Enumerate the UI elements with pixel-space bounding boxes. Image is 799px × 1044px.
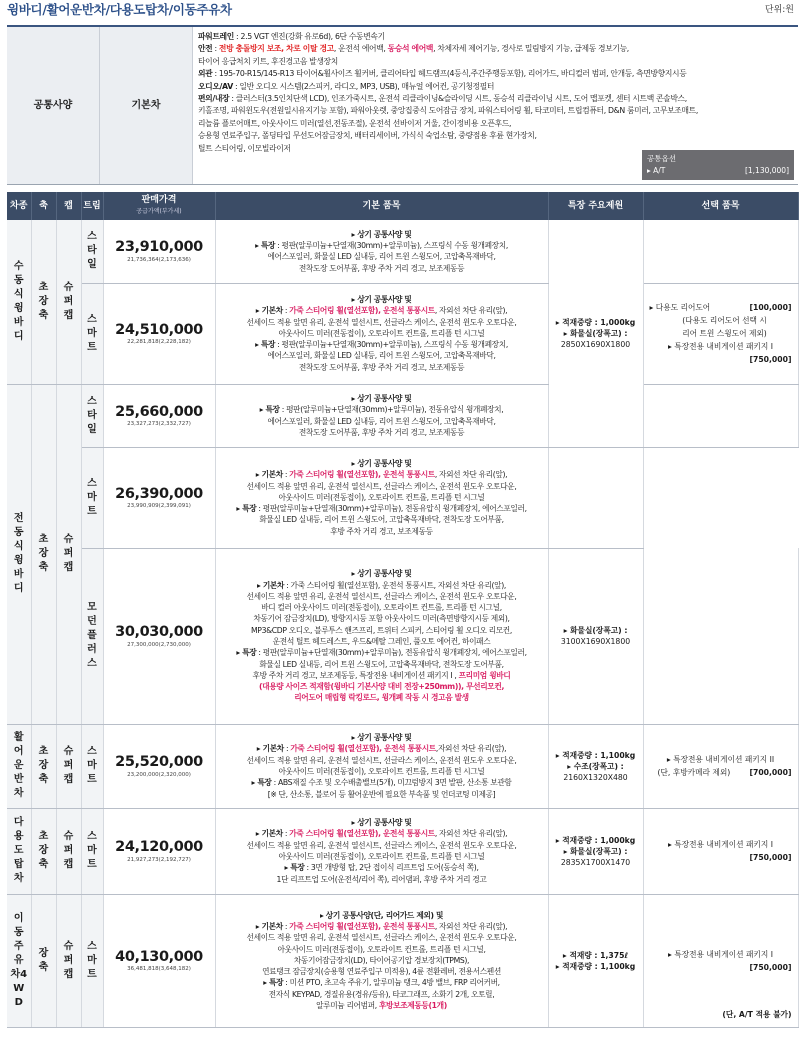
common-spec-lines — [198, 31, 793, 155]
spec-line: ▸ 수조(장폭고) : — [567, 761, 624, 771]
text-segment: ▸ 상기 공통사양 및 — [351, 393, 412, 403]
axle: 초장축 — [31, 384, 56, 724]
price-supply: 22,281,818(2,228,182) — [127, 339, 191, 346]
text-segment: ▸ 기본차 — [256, 744, 284, 754]
spec-text-line — [221, 989, 543, 1000]
text-segment: 아웃사이드 미러(전동접이), 오토라이트 컨트롤, 트리플 턴 시그널 — [278, 852, 485, 861]
spec-text-line — [221, 692, 543, 703]
features — [215, 724, 548, 808]
text-segment: ▸ 상기 공통사양(단, 리어가드 제외) 및 — [319, 910, 444, 920]
features — [215, 447, 548, 548]
text-segment: [※ 단, 산소통, 블로어 등 활어운반에 필요한 부속품 및 언더코팅 미제공] — [267, 789, 496, 799]
text-segment: 가죽 스티어링 휠(열선포함), 운전석 통풍시트 — [289, 306, 435, 316]
option-note: (단, 후방카메라 제외) — [657, 768, 731, 777]
spec-text-line — [221, 613, 543, 624]
text-segment: 전자식 KEYPAD, 경질유용(경유/등유), 타코그래프, 소화기 2개, 오토릴, — [268, 989, 495, 999]
text-segment: : 평판(알루미늄+단열재(30mm)+알루미늄), 전동유압식 윙개폐장치, 에어스포일러, — [256, 648, 527, 658]
spec-text-line — [221, 817, 543, 828]
price-cell — [103, 548, 215, 724]
common-option-box — [642, 150, 794, 180]
table-row — [7, 220, 798, 283]
options-cell — [643, 384, 798, 447]
spec-line: ▸ 적재중량 : 1,100kg — [555, 750, 636, 760]
trim: 스마트 — [81, 808, 103, 894]
text-segment: : — [212, 44, 219, 54]
spec-text-line — [221, 743, 543, 754]
text-segment: , 차체자세 제어기능, 경사로 밀림방지 기능, 급제동 경보기능, — [433, 44, 629, 54]
price-supply: 21,927,273(2,192,727) — [127, 856, 191, 863]
text-segment: 틸트 스티어링, 이모빌라이저 — [198, 143, 291, 153]
option-note: (단, A/T 적용 불가) — [722, 1009, 792, 1019]
trim: 모던플러스 — [81, 548, 103, 724]
spec-text-line — [221, 955, 543, 966]
cab: 슈퍼캡 — [56, 724, 81, 808]
text-segment: ▸ 특장 — [255, 240, 276, 250]
price: 24,510,000 — [115, 321, 203, 338]
spec-text-line — [221, 328, 543, 339]
text-segment: 후방 주차 거리 경고, 보조제동등, 특장전용 내비게이션 패키지 I , — [252, 670, 459, 680]
text-segment: ▸ 기본차 — [255, 306, 283, 316]
spec-cell — [548, 220, 643, 447]
text-segment: : 평판(알루미늄+단열재(30mm)+알루미늄), 전동유압식 윙개폐장치, — [279, 405, 504, 415]
text-segment: ▸ 상기 공통사양 및 — [351, 458, 412, 468]
unit-label: 단위:원 — [764, 5, 794, 15]
spec-text-line — [221, 647, 543, 658]
text-segment: 안전 — [198, 44, 213, 54]
text-segment: 오디오/AV — [198, 81, 233, 91]
text-segment: ▸ 특장 — [236, 648, 257, 658]
table-row — [7, 894, 798, 1027]
header-axle: 축 — [31, 192, 56, 220]
text-segment: ▸ 특장 — [263, 978, 284, 988]
spec-line: 2160X1320X480 — [563, 772, 628, 782]
spec-line: ▸ 적재량 : 1,375ℓ — [562, 950, 629, 960]
text-segment: 선세이드 적용 앞면 유리, 운전석 열선시트, 선글라스 케이스, 운전석 윈도우 오토다운, — [246, 591, 517, 601]
spec-text-line — [221, 305, 543, 316]
text-segment: , 자외선 차단 유리(앞), — [434, 921, 508, 931]
spec-text-line — [221, 362, 543, 373]
spec-text-line — [221, 921, 543, 932]
spec-text-line — [221, 659, 543, 670]
text-segment: 가죽 스티어링 휠(열선포함), 운전석 통풍시트 — [289, 470, 435, 480]
table-row — [7, 384, 798, 447]
spec-cell — [548, 724, 643, 808]
price-cell — [103, 808, 215, 894]
text-segment: 바디 컬러 아웃사이드 미러(전동접이), 오토라이트 컨트롤, 트리플 턴 시그널, — [261, 603, 502, 613]
spec-text-line — [221, 602, 543, 613]
spec-text-line — [221, 755, 543, 766]
spec-text-line — [221, 404, 543, 415]
spec-text-line — [221, 503, 543, 514]
text-segment: , 자외선 차단 유리(앞), — [434, 470, 508, 480]
text-segment: : 일반 오디오 시스템(2스피커, 라디오, MP3, USB), 매뉴얼 에어컨, 공기청정필터 — [232, 81, 495, 91]
text-segment: 타이어 응급처치 키트, 후진경고음 발생장치 — [198, 56, 338, 66]
text-segment: : — [282, 306, 290, 316]
header-price-label: 판매가격 — [141, 195, 177, 205]
option-item: ▸ 특장전용 내비게이션 패키지 II — [666, 755, 775, 764]
text-segment: ▸ 상기 공통사양 및 — [351, 818, 412, 828]
features — [215, 548, 548, 724]
text-segment: : 평판(알루미늄+단열재(30mm)+알루미늄), 전동유압식 윙개폐장치, 에어스포일러, — [256, 504, 527, 514]
spec-text-line — [221, 681, 543, 692]
spec-text-line — [221, 636, 543, 647]
options-cell — [643, 724, 798, 808]
text-segment: (대용량 사이즈 적재함(윙바디 기본사양 대비 전장+250mm)), 무선리모컨, — [258, 682, 505, 692]
text-segment: ▸ 기본차 — [256, 580, 285, 590]
spec-text-line — [221, 514, 543, 525]
table-row — [7, 808, 798, 894]
option-price: [750,000] — [749, 962, 792, 972]
common-option-price: [1,130,000] — [744, 166, 789, 175]
common-spec-section — [7, 25, 798, 185]
text-segment: 아웃사이드 미러(전동접이), 오토라이트 컨트롤, 트리플 턴 시그널 — [278, 328, 485, 338]
price: 40,130,000 — [115, 948, 203, 965]
spec-line: ▸ 화물실(장폭고) : — [563, 328, 628, 338]
text-segment: 전착도장 도어부품, 후방 주차 거리 경고, 보조제동등 — [298, 263, 465, 273]
option-price: [750,000] — [749, 355, 792, 364]
text-segment: : 평판(알루미늄+단열재(30mm)+알루미늄), 스프링식 수동 윙개폐장치, — [275, 240, 508, 250]
header-features: 기본 품목 — [215, 192, 548, 220]
spec-text-line — [221, 492, 543, 503]
spec-cell — [548, 548, 643, 724]
header-specs: 특장 주요제원 — [548, 192, 643, 220]
text-segment: ▸ 특장 — [255, 340, 276, 350]
text-segment: 후방보조제동등(1개) — [378, 1001, 447, 1011]
text-segment: : — [282, 829, 290, 839]
text-segment: 선세이드 적용 앞면 유리, 운전석 열선시트, 선글라스 케이스, 운전석 윈도우 오토다운, — [246, 933, 517, 943]
price-supply: 23,327,273(2,332,727) — [127, 421, 191, 428]
header-price — [103, 192, 215, 220]
text-segment: 전착도장 도어부품, 후방 주차 거리 경고, 보조제동등 — [298, 362, 465, 372]
features — [215, 220, 548, 283]
text-segment: 운전석 틸트 헤드레스트, 우드&메탈 그레인, 풀오토 에어컨, 하이패스 — [272, 637, 491, 646]
spec-line: 2850X1690X1800 — [560, 339, 631, 349]
common-spec-list — [193, 27, 798, 184]
spec-text-line — [198, 105, 793, 117]
spec-text-line — [221, 229, 543, 240]
text-segment: : 195-70-R15/145-R13 타이어&휠사이즈 휠커버, 클리어타입 헤드램프(4등식,주간주행등포함), 리어가드, 바디컬러 범퍼, 안개등, 측면방향지시등 — [212, 69, 687, 79]
option-note: (다용도 리어도어 선택 시 — [682, 316, 767, 325]
text-segment: 1단 리프트업 도어(운전석/리어 쪽), 리어댐퍼, 후방 주차 거리 경고 — [276, 874, 487, 884]
options-cell — [643, 220, 798, 283]
price: 23,910,000 — [115, 239, 203, 256]
spec-text-line — [221, 240, 543, 251]
table-row — [7, 283, 798, 384]
cab: 슈퍼캡 — [56, 894, 81, 1027]
spec-text-line — [198, 118, 793, 130]
spec-text-line — [221, 458, 543, 469]
price-cell — [103, 283, 215, 384]
text-segment: 전착도장 도어부품, 후방 주차 거리 경고, 보조제동등 — [298, 427, 465, 437]
text-segment: 선세이드 적용 앞면 유리, 운전석 열선시트, 선글라스 케이스, 운전석 윈도우 오토다운, — [246, 755, 517, 765]
axle: 초장축 — [31, 220, 56, 384]
text-segment: ▸ 상기 공통사양 및 — [351, 569, 412, 579]
header-options: 선택 품목 — [643, 192, 798, 220]
price: 25,660,000 — [115, 403, 203, 420]
text-segment: : — [282, 470, 290, 480]
text-segment: 알루미늄 리어범퍼, — [316, 1001, 379, 1011]
spec-text-line — [221, 1000, 543, 1011]
options-cell — [643, 894, 798, 1027]
cab: 슈퍼캡 — [56, 384, 81, 724]
header-price-sub: 공급가액(부가세) — [136, 208, 182, 215]
options-cell — [643, 283, 798, 384]
text-segment: 전방 충돌방지 보조, 차로 이탈 경고 — [218, 44, 334, 54]
spec-text-line — [221, 580, 543, 591]
spec-text-line — [198, 68, 793, 80]
spec-text-line — [221, 625, 543, 636]
text-segment: ▸ 기본차 — [255, 829, 283, 839]
text-segment: 차동기어 잠금장치(LD), 방향지시등 포함 아웃사이드 미러(측면방향지시등 제외), — [253, 614, 510, 624]
text-segment: 연료탱크 잠금장치(승용형 연료주입구 미적용), 4륜 전환레버, 전용서스펜션 — [262, 967, 501, 977]
text-segment: : — [283, 744, 291, 754]
options-cell — [643, 548, 798, 724]
spec-text-line — [198, 31, 793, 43]
table-row — [7, 724, 798, 808]
price: 30,030,000 — [115, 624, 203, 640]
price-cell — [103, 724, 215, 808]
axle: 초장축 — [31, 808, 56, 894]
text-segment: 아웃사이드 미러(전동접이), 오토라이트 컨트롤, 트리플 턴 시그널 — [278, 492, 485, 502]
text-segment: ▸ 특장 — [284, 863, 305, 873]
text-segment: : ABS재질 수조 및 오수배출밸브(5개), 미끄럼방지 3면 발판, 산소통 보관함 — [271, 778, 512, 788]
trim: 스마트 — [81, 447, 103, 548]
spec-cell — [548, 894, 643, 1027]
spec-text-line — [198, 130, 793, 142]
spec-text-line — [221, 766, 543, 777]
spec-text-line — [221, 828, 543, 839]
text-segment: 화물실 LED 실내등, 리어 트윈 스윙도어, 고압축목재바닥, 전착도장 도어부품, — [259, 515, 504, 525]
spec-text-line — [221, 263, 543, 274]
spec-text-line — [221, 427, 543, 438]
spec-text-line — [198, 81, 793, 93]
text-segment: ▸ 상기 공통사양 및 — [351, 294, 412, 304]
text-segment: : 평판(알루미늄+단열재(30mm)+알루미늄), 스프링식 수동 윙개폐장치, — [275, 340, 508, 350]
spec-text-line — [221, 393, 543, 404]
option-note: 리어 트윈 스윙도어 제외) — [682, 329, 767, 338]
text-segment: ▸ 특장 — [259, 405, 280, 415]
vehicle-type: 전동식윙바디 — [7, 384, 31, 724]
text-segment: 가죽 스티어링 휠(열선포함), 운전석 통풍시트 — [289, 829, 435, 839]
axle: 초장축 — [31, 724, 56, 808]
text-segment: 차동기어잠금장치(LD), 타이어공기압 경보장치(TPMS), — [293, 955, 470, 965]
features — [215, 894, 548, 1027]
text-segment: : — [282, 921, 290, 931]
price-table — [7, 192, 799, 1028]
text-segment: 선세이드 적용 앞면 유리, 운전석 열선시트, 선글라스 케이스, 운전석 윈도우 오토다운, — [246, 840, 517, 850]
spec-text-line — [221, 294, 543, 305]
text-segment: : 2.5 VGT 엔진(강화 유로6d), 6단 수동변속기 — [233, 32, 385, 41]
text-segment: 동승석 에어백 — [387, 44, 434, 54]
text-segment: 아웃사이드 미러(전동접이), 오토라이트 컨트롤, 트리플 턴 시그널, — [277, 944, 486, 954]
text-segment: MP3&CDP 오디오, 블루투스 핸즈프리, 트위터 스피커, 스티어링 휠 오디오 리모컨, — [251, 625, 512, 635]
spec-text-line — [221, 526, 543, 537]
trim: 스타일 — [81, 220, 103, 283]
spec-text-line — [221, 732, 543, 743]
spec-text-line — [221, 251, 543, 262]
features — [215, 384, 548, 447]
spec-cell — [548, 808, 643, 894]
text-segment: : 3면 개방형 탑, 2단 접이식 리프트업 도어(동승석 쪽), — [304, 863, 479, 873]
text-segment: ▸ 상기 공통사양 및 — [351, 733, 412, 743]
vehicle-type: 다용도탑차 — [7, 808, 31, 894]
text-segment: 아웃사이드 미러(전동접이), 오토라이트 컨트롤, 트리플 턴 시그널 — [278, 767, 485, 776]
price-supply: 23,990,909(2,399,091) — [127, 503, 191, 510]
table-header — [7, 192, 798, 220]
cab: 슈퍼캡 — [56, 220, 81, 384]
text-segment: 승용형 연료주입구, 폴딩타입 무선도어잠금장치, 배터리세이버, 가식식 숙업소탐, 중량점용 후륜 현가장치, — [198, 131, 537, 141]
spec-line: ▸ 적재중량 : 1,000kg — [555, 317, 636, 327]
base-vehicle-label: 기본차 — [100, 27, 193, 184]
text-segment: 선세이드 적용 앞면 유리, 운전석 열선시트, 선글라스 케이스, 운전석 윈도우 오토다운, — [246, 317, 517, 327]
common-spec-label: 공통사양 — [7, 27, 100, 184]
spec-text-line — [221, 944, 543, 955]
price: 24,120,000 — [115, 839, 203, 855]
spec-line: ▸ 적재중량 : 1,100kg — [555, 961, 636, 971]
spec-text-line — [221, 862, 543, 873]
text-segment: 가죽 스티어링 휠(열선포함), 운전석 통풍시트 — [289, 921, 435, 931]
page-title: 윙바디/활어운반차/다용도탑차/이동주유차 — [7, 2, 232, 17]
price-cell — [103, 894, 215, 1027]
option-price: [750,000] — [749, 853, 792, 862]
spec-text-line — [198, 56, 793, 68]
trim: 스마트 — [81, 724, 103, 808]
text-segment: , 운전석 에어백, — [333, 44, 388, 54]
text-segment: 후방 주차 거리 경고, 보조제동등 — [330, 526, 433, 536]
text-segment: 외관 — [198, 69, 213, 79]
text-segment: 가죽 스티어링 휠(열선포함), 운전석 통풍시트 — [290, 744, 436, 754]
spec-line: 3100X1690X1800 — [560, 637, 631, 646]
text-segment: ▸ 특장 — [251, 778, 272, 788]
text-segment: 편의/내장 — [198, 94, 230, 104]
spec-text-line — [221, 317, 543, 328]
spec-text-line — [221, 966, 543, 977]
spec-text-line — [221, 416, 543, 427]
text-segment: ▸ 상기 공통사양 및 — [351, 229, 412, 239]
text-segment: 에어스포일러, 화물실 LED 실내등, 리어 트윈 스윙도어, 고압축목재바닥, — [267, 252, 496, 262]
text-segment: , 자외선 차단 유리(앞), — [434, 306, 508, 316]
text-segment: 화물실 LED 실내등, 리어 트윈 스윙도어, 고압축목재바닥, 전착도장 도어부품, — [259, 659, 504, 669]
spec-line: ▸ 적재중량 : 1,000kg — [555, 835, 636, 845]
spec-text-line — [221, 977, 543, 988]
price-supply: 21,736,364(2,173,636) — [127, 257, 191, 264]
spec-text-line — [221, 481, 543, 492]
text-segment: 리놀륨 플로어매트, 아웃사이드 미러(열선,전동조절), 운전석 선바이저 거울, 간이정비용 오픈후드, — [198, 118, 512, 128]
vehicle-type: 수동식윙바디 — [7, 220, 31, 384]
table-row — [7, 548, 798, 724]
text-segment: 에어스포일러, 화물실 LED 실내등, 리어 트윈 스윙도어, 고압축목재바닥, — [267, 416, 496, 426]
text-segment: ,자외선 차단 유리(앞), — [435, 744, 507, 754]
text-segment: : 가죽 스티어링 휠(열선포함), 운전석 통풍시트, 자외선 차단 유리(앞), — [284, 580, 507, 590]
spec-text-line — [221, 591, 543, 602]
option-item: ▸ 특장전용 내비게이션 패키지 I — [667, 342, 773, 351]
vehicle-type: 활어운반차 — [7, 724, 31, 808]
price-supply: 27,300,000(2,730,000) — [127, 641, 191, 648]
trim: 스타일 — [81, 384, 103, 447]
common-option-name: ▸ A/T — [647, 166, 666, 175]
text-segment: ▸ 특장 — [236, 504, 257, 514]
text-segment: ▸ 기본차 — [255, 470, 283, 480]
spec-text-line — [221, 568, 543, 579]
spec-line: ▸ 화물실(장폭고) : — [563, 626, 628, 635]
spec-text-line — [221, 469, 543, 480]
option-price: [100,000] — [749, 303, 792, 312]
option-item: ▸ 특장전용 내비게이션 패키지 I — [667, 840, 773, 849]
trim: 스마트 — [81, 283, 103, 384]
options-cell — [643, 808, 798, 894]
header-cab: 캡 — [56, 192, 81, 220]
spec-text-line — [198, 93, 793, 105]
option-price: [700,000] — [749, 768, 792, 777]
text-segment: , 자외선 차단 유리(앞), — [434, 829, 508, 839]
features — [215, 808, 548, 894]
price: 26,390,000 — [115, 485, 203, 502]
options-cell — [548, 447, 643, 548]
text-segment: 리어도어 매립형 락킹로드, 윙개폐 작동 시 경고음 발생 — [294, 693, 469, 703]
price-supply: 23,200,000(2,320,000) — [127, 771, 191, 778]
header-type: 차종 — [7, 192, 31, 220]
spec-text-line — [221, 932, 543, 943]
price-cell — [103, 220, 215, 283]
common-option-title: 공통옵션 — [647, 154, 676, 163]
trim: 스마트 — [81, 894, 103, 1027]
spec-text-line — [221, 339, 543, 350]
spec-text-line — [221, 777, 543, 788]
text-segment: 파워트레인 — [198, 32, 234, 41]
spec-text-line — [221, 851, 543, 862]
price-cell — [103, 447, 215, 548]
vehicle-type: 이동주유차4WD — [7, 894, 31, 1027]
spec-line: 2835X1700X1470 — [560, 857, 631, 867]
cab: 슈퍼캡 — [56, 808, 81, 894]
spec-text-line — [221, 840, 543, 851]
header-trim: 트림 — [81, 192, 103, 220]
spec-text-line — [221, 789, 543, 800]
spec-line: ▸ 화물실(장폭고) : — [563, 846, 628, 856]
spec-text-line — [198, 43, 793, 55]
features — [215, 283, 548, 384]
spec-text-line — [221, 874, 543, 885]
spec-text-line — [221, 910, 543, 921]
price-cell — [103, 384, 215, 447]
axle: 장축 — [31, 894, 56, 1027]
text-segment: 키홀조명, 파워윈도우(전원일시유지기능 포함), 파워아웃렛, 중앙집중식 도어잠금 장치, 파워스티어링 휠, 타코미터, 트립컴퓨터, D&N 룸미러, 고무보조매트, — [198, 106, 698, 116]
text-segment: 선세이드 적용 앞면 유리, 운전석 열선시트, 선글라스 케이스, 운전석 윈도우 오토다운, — [246, 481, 517, 491]
price: 25,520,000 — [115, 754, 203, 770]
spec-text-line — [221, 670, 543, 681]
text-segment: : 클러스터(3.5인치단색 LCD), 인조가죽시트, 운전석 리클라이닝&슬라이딩 시트, 동승석 리클라이닝 시트, 도어 맵포켓, 센터 시트백 콘솔박스, — [229, 94, 687, 104]
text-segment: : 미션 PTO, 초고속 주유기, 알루미늄 탱크, 4방 밸브, FRP 리어커버, — [283, 978, 500, 988]
option-item: ▸ 특장전용 내비게이션 패키지 I — [667, 949, 773, 959]
price-supply: 36,481,818(3,648,182) — [127, 966, 191, 973]
text-segment: 에어스포일러, 화물실 LED 실내등, 리어 트윈 스윙도어, 고압축목재바닥, — [267, 351, 496, 361]
text-segment: ▸ 기본차 — [255, 921, 283, 931]
spec-text-line — [221, 350, 543, 361]
text-segment: 프리미엄 윙바디 — [458, 670, 511, 680]
table-row — [7, 447, 798, 548]
option-item: ▸ 다용도 리어도어 — [649, 303, 711, 312]
